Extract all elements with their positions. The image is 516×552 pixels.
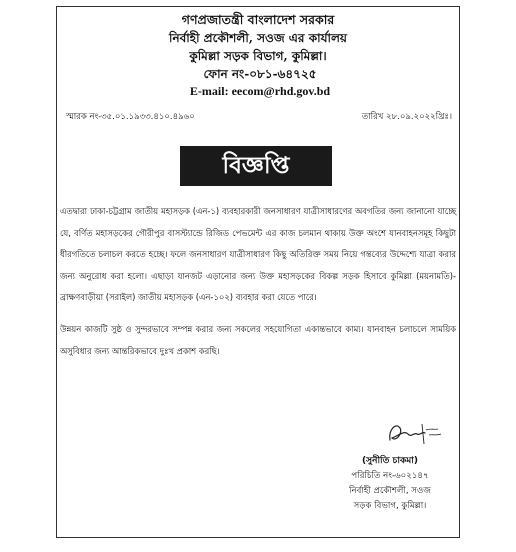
handwritten-signature <box>386 416 444 450</box>
signatory-block <box>334 454 446 514</box>
signatory-name: (সুনীতি চাকমা) <box>362 456 418 466</box>
email-address: E-mail: eecom@rhd.gov.bd <box>189 84 331 98</box>
phone-number: ফোন নং-০৮১-৬৪৭২৫ <box>203 67 317 81</box>
memo-reference: স্মারক নং-৩৫.০১.১৯৩৩.৪১০.৪৯৬০ <box>66 112 195 122</box>
notice-paragraph-1: এতদ্বারা ঢাকা-চট্টগ্রাম জাতীয় মহাসড়ক (এন-১) ব্যবহারকারী জনসাধারণ যাত্রীসাধারণের অবগতির জন্য জানানো যাচ্ছে যে, বর্ণিত মহাসড়কের গৌরীপুর বাসস্ট্যান্ডে রিজিড পেভমেন্ট এর কাজ চলমান থাকায় উক্ত অংশে যানবাহনসমূহ কিছুটা ধীরগতিতে চলাচল করতে হচ্ছে। ফলে জনসাধারণ যাত্রীসাধারণ কিছু অতিরিক্ত সময় নিয়ে গন্তব্যের উদ্দেশ্যে যাত্রা করার জন্য অনুরোধ করা হলো। এছাড়া যানজট এড়ানোর জন্য উক্ত মহাসড়কের বিকল্প সড়ক হিসাবে কুমিল্লা (ময়নামতি)-ব্রাক্ষণবাড়ীয়া (সরাইল) জাতীয় মহাসড়ক (এন-১০২) ব্যবহার করা যেতে পারে। <box>60 206 456 302</box>
memo-date: তারিখ ২৮.০৯.২০২২খ্রিঃ। <box>361 112 452 122</box>
division-name: কুমিল্লা সড়ক বিভাগ, কুমিল্লা। <box>189 49 327 63</box>
signatory-designation: নির্বাহী প্রকৌশলী, সওজ <box>348 486 431 496</box>
office-name: নির্বাহী প্রকৌশলী, সওজ এর কার্যালয় <box>169 31 347 45</box>
notice-title: বিজ্ঞপ্তি <box>180 146 332 186</box>
signatory-id: পরিচিতি নং-৬০২১৪৭ <box>351 471 429 481</box>
signatory-office: সড়ক বিভাগ, কুমিল্লা। <box>353 501 427 511</box>
notice-paragraph-2: উন্নয়ন কাজটি সুষ্ঠ ও সুন্দরভাবে সম্পন্ন করার জন্য সকলের সহযোগিতা একান্তভাবে কাম্য। যানবাহন চলাচলে সাময়িক অসুবিধার জন্য আন্তরিকভাবে দুঃখ প্রকাশ করছি। <box>60 324 456 356</box>
government-title: গণপ্রজাতন্ত্রী বাংলাদেশ সরকার <box>181 12 335 27</box>
